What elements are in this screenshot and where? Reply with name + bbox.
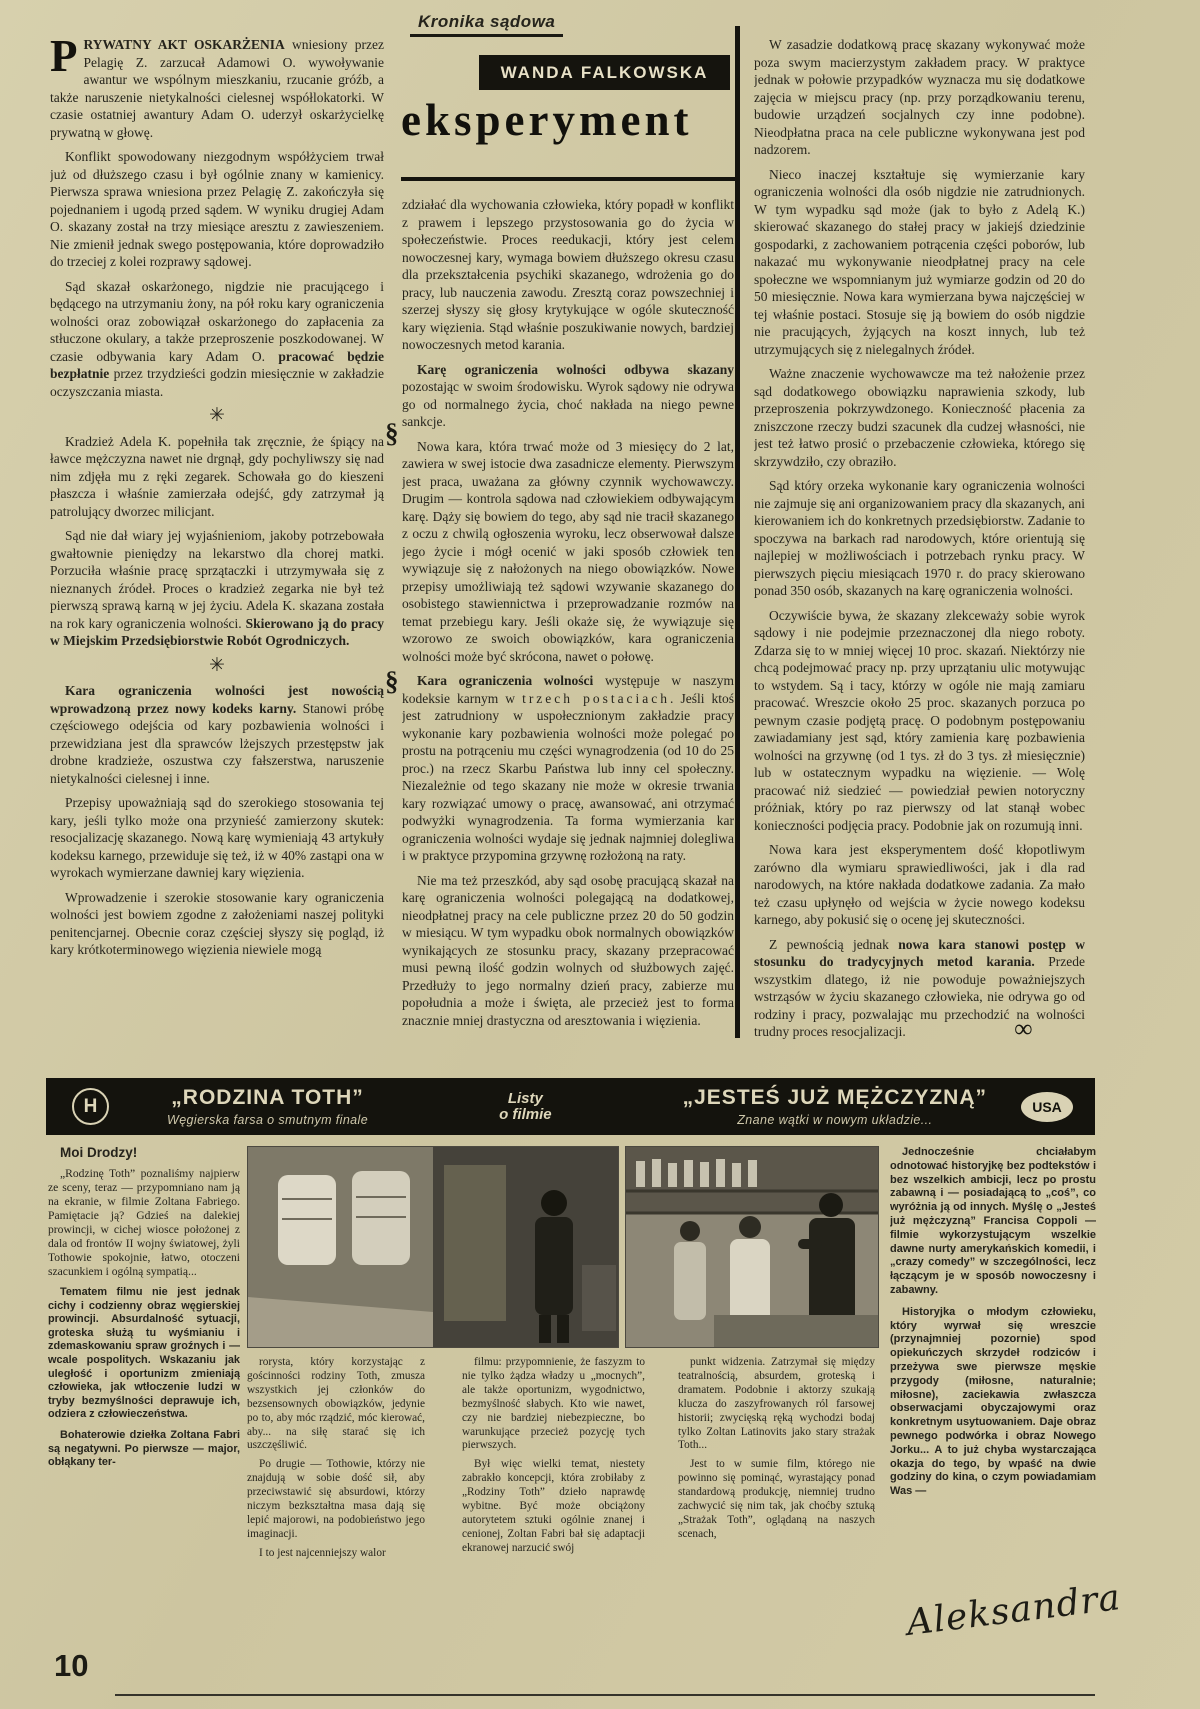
paragraph: Kara ograniczenia wolności jest nowością wprowadzoną przez nowy kodeks karny. Stanowi próbę częściowego odejścia od kary pozbawienia wolności i przewidziana jest dla sprawców lżejszych przestępstw jak drobne kradzieże, oszustwa czy fałszerstwa, naruszenie nietykalności cielesnej i inne.: [50, 683, 384, 786]
paragraph: Przepisy upoważniają sąd do szerokiego stosowania tej kary, jeśli tylko może ona przynieść zamierzony skutek: resocjalizację skazanego. Nową karę wymieniają 43 artykuły kodeksu karnego, przewiduje się też, iż w 40% zastąpi ona w wyrokach wymierzane dawniej kary więzienia.: [50, 795, 384, 880]
review-column-d: [678, 1356, 875, 1658]
review-column-a: [48, 1146, 240, 1652]
paragraph: zdziałać dla wychowania człowieka, który popadł w konflikt z prawem i lepszego przystosowania go do życia w społeczeństwie. Proces reedukacji, który jest celem nowoczesnej kary, wymaga bowiem dłuższego okresu czasu dla przekształcenia psychiki skazanego, wdrożenia go do pracy, lub nauczenia zawodu. Zresztą coraz powszechniej i szerzej słyszy się głosy krytykujące w ogóle skuteczność kary więzienia. Stąd właśnie poszukiwanie nowych, bardziej nowoczesnych metod karania.: [402, 197, 734, 352]
film-title-toth: „RODZINA TOTH”: [171, 1086, 364, 1109]
article-end-mark-icon: ∞: [1014, 1014, 1032, 1043]
paragraph: Nowa kara jest eksperymentem dość kłopotliwym zarówno dla wymiaru sprawiedliwości, jak i dla rad narodowych, na które nakłada dodatkowe zadania. Za mało też czasu upłynęło od wejścia w życie nowego kodeksu karnego, aby pokusić się o ocenę jej skuteczności.: [754, 842, 1085, 927]
article-column-1: [50, 36, 384, 1040]
usa-badge-icon: USA: [1021, 1092, 1073, 1122]
paragraph: Ważne znaczenie wychowawcze ma też nałożenie przez sąd dodatkowego obowiązku naprawienia szkody, lub przeproszenia pokrzywdzonego. Konieczność płacenia za zniszczone rzeczy budzi szacunek dla cudzej własności, nie jest też łatwo prosić o przebaczenie człowieka, którego się skrzywdziło, czy obraziło.: [754, 366, 1085, 469]
paragraph: Sąd nie dał wiary jej wyjaśnieniom, jakoby potrzebowała gwałtownie pieniędzy na lekarstwo dla chorej matki. Porzuciła właśnie pracę sprzątaczki i utrzymywała się z nieznanych źródeł. Proces o kradzież zegarka nie był też pierwszą sprawą karną w jej życiu. Adela K. skazana została na rok kary ograniczenia wolności. Skierowano ją do pracy w Miejskim Przedsiębiorstwie Robót Ogrodniczych.: [50, 528, 384, 648]
review-column-e: [890, 1146, 1096, 1598]
paragraph: Wprowadzenie i szerokie stosowanie kary ograniczenia wolności jest bowiem zgodne z założeniami naszej polityki penitencjarnej. Obecnie coraz częściej słyszy się pogląd, iż kary krótkoterminowego więzienia niewiele mogą: [50, 889, 384, 957]
asterisk-separator: ✳: [209, 405, 225, 426]
paragraph: Po drugie — Tothowie, którzy nie znajdują w sobie dość sił, aby przeciwstawić się absurdowi, którzy niczym bezkształtna masa dają się lepić majorowi, na podobieństwo jego imaginacji.: [247, 1458, 425, 1540]
film-still-rodzina-toth: [247, 1146, 619, 1348]
paragraph: Jest to w sumie film, którego nie powinno się pominąć, wyrastający ponad standardową produkcję, niemniej trudno zachwycić się nim tak, jak choćby sztuką „Strażak Toth”, oglądaną na naszych scenach,: [678, 1458, 875, 1540]
film-still-illustration: [248, 1147, 618, 1347]
paragraph: Nieco inaczej kształtuje się wymierzanie kary ograniczenia wolności dla osób nigdzie nie zatrudnionych. W tym wypadku sąd może (jak to było z Adelą K.) skierować skazanego do stałej pracy w jakiejś dziedzinie gospodarki, z zachowaniem potrącenia części poborów, lub nakazać mu wykonywanie nieodpłatnej pracy na cele społeczne we wspomnianym już wymiarze godzin od 20 do 50 miesięcznie. Nowa kara wymierzana bywa najczęściej w tej właśnie postaci. Stosuje się ją bowiem do osób nigdzie nie pracujących, żyjących na koszt innych, lub też utrzymujących się z nielegalnych źródeł.: [754, 166, 1085, 357]
film-subtitle-mezczyzna: Znane wątki w nowym układzie...: [737, 1113, 933, 1127]
paragraph: Nowa kara, która trwać może od 3 miesięcy do 2 lat, zawiera w swej istocie dwa zasadnicze elementy. Pierwszym jest praca, uważana za główny czynnik wychowawczy. Drugim — kontrola sądowa nad człowiekiem odbywającym karę. Dąży się bowiem do tego, aby sąd nie tracił skazanego z oczu z chwilą ogłoszenia wyroku, lecz obserwował dalsze jego życie i mógł ocenić w jaki sposób człowiek ten wywiązuje się z nałożonych na niego obowiązków. Nowe przepisy umożliwiają też sądowi wzywanie skazanego do osobistego stawiennictwa i przeprowadzanie rozmów na temat przebiegu kary. Jeśli okaże się, że wywiązuje się wzorowo ze swoich obowiązków, kara ograniczenia wolności może być skrócona, nawet o połowę.: [402, 438, 734, 664]
paragraph: „Rodzinę Toth” poznaliśmy najpierw ze sceny, teraz — przypomniano nam ją na ekranie, w filmie Zoltana Fabriego. Pamiętacie ją? Gdzieś na dalekiej prowincji, w cichej wiosce położonej z dala od frontów II wojny światowej, żyli Tothowie spokojnie, łatwo, otoczeni szacunkiem i ogólną sympatią...: [48, 1167, 240, 1278]
paragraph: Kara ograniczenia wolności występuje w naszym kodeksie karnym w trzech postaciach. Jeśli ktoś jest zatrudniony w uspołecznionym zakładzie pracy wykonanie kary pozbawienia wolności może polegać po prostu na potrąceniu mu części wynagrodzenia (od 10 do 25 proc.) na rzecz Skarbu Państwa lub inny cel społeczny. Niezależnie od tego skazany nie może w okresie trwania kary rozwiązać umowy o pracę, awansować, ani otrzymać podwyżki wynagrodzenia. Ta forma wymierzania kar ograniczenia wolności wydaje się jednak najmniej dolegliwa i w praktyce przypomina grzywnę rozłożoną na raty.: [402, 673, 734, 863]
paragraph: Bohaterowie dziełka Zoltana Fabri są negatywni. Po pierwsze — major, obłąkany ter-: [48, 1428, 240, 1469]
paragraph: filmu: przypomnienie, że faszyzm to nie tylko żądza władzy u „mocnych”, ale także oportunizm, wygodnictwo, bezmyślność słabych. Kto wie nawet, czy nie bardziej niebezpieczne, bo warunkujące przecież pozycję tych pierwszych.: [462, 1356, 645, 1452]
paragraph: Historyjka o młodym człowieku, który wyrwał się wreszcie (przynajmniej pozornie) spod opiekuńczych skrzydeł rodziców i przeżywa swe pierwsze męskie przygody (miłosne, naturalnie; miłosne), zaciekawia zwłaszcza obserwacjami obyczajowymi oraz konkretnym usytuowaniem. Daje obraz pewnego podwórka i obraz Nowego Jorku... A to już chyba wystarczająca okazja do tego, by wpaść na dwie godziny do kina, o czym powiadamiam Was —: [890, 1305, 1096, 1498]
author-box: [479, 55, 730, 90]
bottom-rule: [115, 1694, 1095, 1696]
section-kicker: Kronika sądowa: [410, 12, 563, 37]
paragraph: Konflikt spowodowany niezgodnym współżyciem trwał już od dłuższego czasu i był ogólnie znany w kamienicy. Pierwsza sprawa wniesiona przez Pelagię Z. zakończyła się pojednaniem i ugodą przed sądem. W wyniku drugiej Adam O. skazany został na trzy miesiące aresztu z zawieszeniem. Nie zmienił jednak swego postępowania, które doprowadziło do trzeciej z kolei rozprawy sądowej.: [50, 149, 384, 269]
paragraph: W zasadzie dodatkową pracę skazany wykonywać może poza swym macierzystym zakładem pracy. W praktyce jednak w połowie przypadków wyznacza mu się dodatkowe zajęcia w miejscu pracy (np. przy porządkowaniu terenu, budowie urządzeń socjalnych czy inne podobne). Nieodpłatna praca na cele publiczne wykonywana jest pod nadzorem.: [754, 37, 1085, 157]
film-section-banner: [46, 1078, 1095, 1135]
reviewer-signature: Aleksandra: [904, 1577, 1124, 1644]
article-column-3: [754, 36, 1085, 1040]
headline-underline-rule: [401, 177, 740, 181]
paragraph: Kradzież Adela K. popełniła tak zręcznie, że śpiący na ławce mężczyzna nawet nie drgnął, gdy pochyliwszy się nad nim zdjęła mu z ręki zegarek. Schowała go do kieszeni płaszcza i właśnie zamierzała odejść, gdy zatrzymał ją patrolujący dworzec milicjant.: [50, 433, 384, 519]
paragraph: Karę ograniczenia wolności odbywa skazany pozostając w swoim środowisku. Wyrok sądowy nie odrywa go od normalnego życia, choć nakłada na niego pewne sankcje.: [402, 361, 734, 429]
film-still-jestes-juz-mezczyzna: [625, 1146, 879, 1348]
paragraph: Z pewnością jednak nowa kara stanowi postęp w stosunku do tradycyjnych metod karania. Przede wszystkim dlatego, iż nie powoduje poważniejszych wstrząsów w życiu skazanego człowieka, nie odrywa go od rodziny i pracy, pozwalając mu przechodzić na wolności trudny proces resocjalizacji.: [754, 936, 1085, 1039]
banner-left-block: [167, 1086, 368, 1127]
author-name: WANDA FALKOWSKA: [500, 62, 709, 82]
letters-about-film-label: Listy o filmie: [499, 1089, 552, 1123]
paragraph: PRYWATNY AKT OSKARŻENIA wniesiony przez Pelagię Z. zarzucał Adamowi O. wywoływanie awantur we wspólnym mieszkaniu, rzucanie gróźb, a także naruszenie nietykalności cielesnej współlokatorki. W czasie ostatniej awantury Adam O. uderzył oskarżycielkę prywatną w głowę.: [50, 36, 384, 140]
paragraph: I to jest najcenniejszy walor: [259, 1546, 386, 1559]
review-heading: Moi Drodzy!: [60, 1146, 138, 1160]
page-number: 10: [54, 1648, 89, 1683]
film-title-mezczyzna: „JESTEŚ JUŻ MĘŻCZYZNĄ”: [682, 1086, 987, 1109]
paragraph: rorysta, który korzystając z gościnności rodziny Toth, zmusza wszystkich jej członków do bezsensownych obowiązków, jedynie po to, aby móc rządzić, móc kierować, aby... na siłę starać się ich uszczęśliwić.: [247, 1356, 425, 1452]
section-sign-icon: §: [385, 418, 399, 448]
review-column-c: [462, 1356, 645, 1658]
review-column-b: [247, 1356, 425, 1658]
banner-right-block: [683, 1086, 987, 1127]
paragraph: Sąd skazał oskarżonego, nigdzie nie pracującego i będącego na utrzymaniu żony, na pół roku kary ograniczenia wolności oraz zobowiązał oskarżonego do zapłacenia za stłuczone okulary, a także przeproszenie poszkodowanej. W czasie odbywania kary Adam O. pracować będzie bezpłatnie przez trzydzieści godzin miesięcznie w zakładzie oczyszczania miasta.: [50, 278, 384, 399]
film-still-illustration: [626, 1147, 878, 1347]
paragraph: Nie ma też przeszkód, aby sąd osobę pracującą skazał na karę ograniczenia wolności polegającą na dodatkowej, nieodpłatnej pracy na cele publiczne przez 20 do 50 godzin w miesiącu. W tym wypadku obok normalnych obowiązków wynikających ze stosunku pracy, skazany przepracować musi pewną ilość godzin wolnych od służbowych zajęć. Przedłuży to jego normalny dzień pracy, zabierze mu popołudnia a może i święta, ale przecież jest to forma znacznie mniej drastyczna od aresztowania i więzienia.: [402, 872, 734, 1028]
hungary-badge-icon: H: [72, 1088, 109, 1125]
drop-cap: P: [50, 36, 78, 81]
asterisk-separator: ✳: [209, 654, 225, 676]
paragraph: Oczywiście bywa, że skazany zlekceważy sobie wyrok sądowy i nie podejmie przeznaczonej dla niego roboty. Zdarza się to w mniej więcej 10 proc. skazań. Niektórzy nie chcą podejmować pracy np. przy uprzątaniu ulic motywując to wstydem. Są i tacy, którzy w ogóle nie mają zamiaru pracować. Wreszcie około 25 proc. skazanych porzuca po pewnym czasie podjętą pracę. O podobnym postępowaniu zawiadamiany jest sąd, który zamienia karę pozbawienia wolności na grzywnę (od 1 tys. zł do 3 tys. zł miesięcznie) lub w ostatecznym wypadku na więzienie. — Wolę pracować niż siedzieć — powiedział pewien notoryczny próżniak, który po raz pierwszy od lat stanął wobec konieczności podjęcia pracy. Podobnie jak on rozumują inni.: [754, 607, 1085, 833]
article-column-2: [402, 196, 734, 1040]
article-title: eksperyment: [401, 95, 693, 145]
paragraph: Tematem filmu nie jest jednak cichy i codzienny obraz węgierskiej prowincji. Absurdalność sytuacji, groteska służą tu wyśmianiu i zdemaskowaniu spraw groźnych i — wcale pospolitych. Wskazaniu jak uległość i oportunizm zmieniają człowieka, jak wtłoczenie ludzi w tryby bezmyślności deprawuje ich, odziera z człowieczeństwa.: [48, 1286, 240, 1421]
section-sign-icon: §: [385, 666, 399, 696]
paragraph: Sąd który orzeka wykonanie kary ograniczenia wolności nie zajmuje się ani organizowaniem pracy dla skazanych, ani kierowaniem ich do konkretnych przedsiębiorstw. Zadanie to spoczywa na barkach rad narodowych, które orientują się najlepiej w możliwościach i potrzebach rynku pracy. W pierwszych pięciu miesiącach 1970 r. do pracy skierowano ponad 350 osób, skazanych na karę ograniczenia wolności.: [754, 478, 1085, 598]
film-subtitle-toth: Węgierska farsa o smutnym finale: [167, 1113, 369, 1127]
paragraph: Jednocześnie chciałabym odnotować historyjkę bez podtekstów i bez wszelkich ambicji, lecz po prostu zabawną i — posiadającą to „coś”, co wyróżnia ją od innych. Myślę o „Jesteś już mężczyzną” Francisa Coppoli — filmie wykorzystującym wszelkie dawne nurty amerykańskich komedii, i „crazy comedy” w szczególności, lecz łączącym je w sposób nowoczesny i zabawny.: [890, 1146, 1096, 1296]
paragraph: Był więc wielki temat, niestety zabrakło koncepcji, która zrobiłaby z „Rodziny Toth” dzieło naprawdę wybitne. Być może obciążony autorytetem sztuki ogólnie znanej i cenionej, Zoltan Fabri bał się adaptacji ekranowej narzucić swój: [462, 1458, 645, 1554]
paragraph: punkt widzenia. Zatrzymał się między teatralnością, absurdem, groteską i dramatem. Podobnie i aktorzy szukają klucza do zaszyfrowanych ról farsowej historii; zwycięską ręką wychodzi bodaj tylko Zoltan Latinovits jako stary strażak Toth...: [678, 1356, 875, 1452]
